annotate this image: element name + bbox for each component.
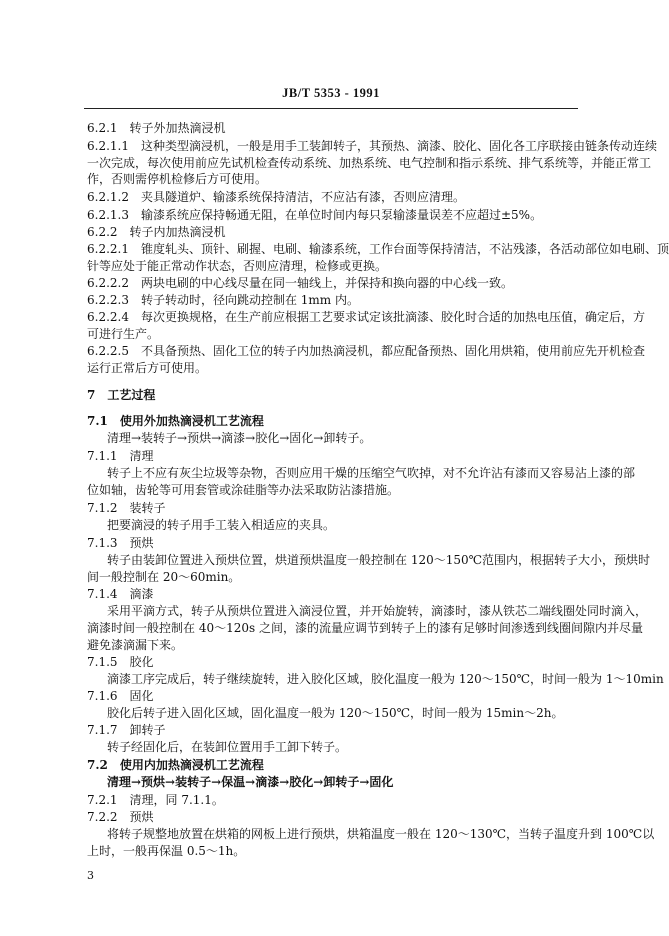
paragraph-line: 滴漆时间一般控制在 40～120s 之间，漆的流量应调节到转子上的漆有足够时间渗透到线圈间隙内并尽量 bbox=[87, 621, 643, 635]
paragraph-line: 一次完成，每次使用前应先试机检查传动系统、加热系统、电气控制和指示系统、排气系统等，并能正常工 bbox=[87, 156, 652, 170]
page-number: 3 bbox=[87, 869, 94, 882]
paragraph-line: 转子上不应有灰尘垃圾等杂物，否则应用干燥的压缩空气吹掉，对不允许沾有漆而又容易沾上漆的部 bbox=[107, 466, 636, 480]
standard-header: JB/T 5353 - 1991 bbox=[282, 86, 380, 100]
paragraph-line: 把要滴浸的转子用手工装入相适应的夹具。 bbox=[107, 518, 336, 532]
process-flow-7-2: 清理→预烘→装转子→保温→滴漆→胶化→卸转子→固化 bbox=[107, 775, 394, 789]
paragraph-line: 作，否则需停机检修后方可使用。 bbox=[87, 172, 268, 186]
paragraph-line: 转子由装卸位置进入预烘位置，烘道预烘温度一般控制在 120～150℃范围内，根据转子大小，预烘时 bbox=[107, 553, 651, 567]
paragraph-line: 采用平滴方式，转子从预烘位置进入滴浸位置，并开始旋转，滴漆时，漆从铁芯二端线圈处同时滴入， bbox=[107, 604, 648, 618]
paragraph-line: 6.2.2.1 锥度轧头、顶针、刷握、电刷、输漆系统，工作台面等保持清洁，不沾残漆，各活动部位如电刷、顶 bbox=[87, 242, 669, 256]
paragraph-line: 间一般控制在 20～60min。 bbox=[87, 570, 241, 584]
paragraph-line: 6.2.1.1 这种类型滴浸机，一般是用手工装卸转子，其预热、滴漆、胶化、固化各工序联接由链条传动连续 bbox=[87, 139, 657, 153]
clause-7-1-7-heading: 7.1.7 卸转子 bbox=[87, 723, 166, 737]
paragraph-line: 上时，一般再保温 0.5～1h。 bbox=[87, 844, 246, 858]
clause-7-1-heading: 7.1 使用外加热滴浸机工艺流程 bbox=[87, 414, 264, 428]
paragraph-line: 针等应处于能正常动作状态，否则应清理，检修或更换。 bbox=[87, 259, 388, 273]
clause-7-1-2-heading: 7.1.2 装转子 bbox=[87, 501, 166, 515]
paragraph-line: 6.2.2.3 转子转动时，径向跳动控制在 1mm 内。 bbox=[87, 293, 360, 307]
clause-7-1-6-heading: 7.1.6 固化 bbox=[87, 689, 154, 703]
clause-6-2-2-heading: 6.2.2 转子内加热滴浸机 bbox=[87, 225, 226, 239]
paragraph-line: 6.2.1.2 夹具隧道炉、输漆系统保持清洁，不应沾有漆，否则应清理。 bbox=[87, 190, 465, 204]
paragraph-line: 转子经固化后，在装卸位置用手工卸下转子。 bbox=[107, 740, 348, 754]
clause-7-1-5-heading: 7.1.5 胶化 bbox=[87, 655, 154, 669]
paragraph-line: 胶化后转子进入固化区域，固化温度一般为 120～150℃，时间一般为 15min～2h。 bbox=[107, 706, 564, 720]
clause-7-2-1-heading: 7.2.1 清理，同 7.1.1。 bbox=[87, 793, 224, 807]
paragraph-line: 可进行生产。 bbox=[87, 327, 160, 341]
clause-7-1-4-heading: 7.1.4 滴漆 bbox=[87, 587, 154, 601]
clause-6-2-1-heading: 6.2.1 转子外加热滴浸机 bbox=[87, 121, 226, 135]
paragraph-line: 6.2.2.2 两块电刷的中心线尽量在同一轴线上，并保持和换向器的中心线一致。 bbox=[87, 276, 513, 290]
paragraph-line: 运行正常后方可使用。 bbox=[87, 361, 208, 375]
paragraph-line: 6.2.2.5 不具备预热、固化工位的转子内加热滴浸机，都应配备预热、固化用烘箱，使用前应先开机检查 bbox=[87, 344, 645, 358]
paragraph-line: 滴漆工序完成后，转子继续旋转，进入胶化区域，胶化温度一般为 120～150℃，时间一般为 1～10min bbox=[107, 672, 664, 686]
clause-7-2-heading: 7.2 使用内加热滴浸机工艺流程 bbox=[87, 758, 264, 772]
header-divider bbox=[84, 108, 578, 109]
section-7-heading: 7 工艺过程 bbox=[87, 388, 156, 402]
process-flow-7-1: 清理→装转子→预烘→滴漆→胶化→固化→卸转子。 bbox=[107, 431, 372, 445]
paragraph-line: 将转子规整地放置在烘箱的网板上进行预烘，烘箱温度一般在 120～130℃，当转子温度升到 100℃以 bbox=[107, 827, 655, 841]
paragraph-line: 6.2.2.4 每次更换规格，在生产前应根据工艺要求试定该批滴漆、胶化时合适的加热电压值，确定后，方 bbox=[87, 310, 645, 324]
paragraph-line: 6.2.1.3 输漆系统应保持畅通无阻，在单位时间内每只泵输漆量误差不应超过±5%。 bbox=[87, 208, 543, 222]
clause-7-1-3-heading: 7.1.3 预烘 bbox=[87, 536, 154, 550]
paragraph-line: 避免漆滴漏下来。 bbox=[87, 638, 184, 652]
paragraph-line: 位如轴，齿轮等可用套管或涂硅脂等办法采取防沾漆措施。 bbox=[87, 483, 400, 497]
clause-7-2-2-heading: 7.2.2 预烘 bbox=[87, 810, 154, 824]
clause-7-1-1-heading: 7.1.1 清理 bbox=[87, 449, 154, 463]
